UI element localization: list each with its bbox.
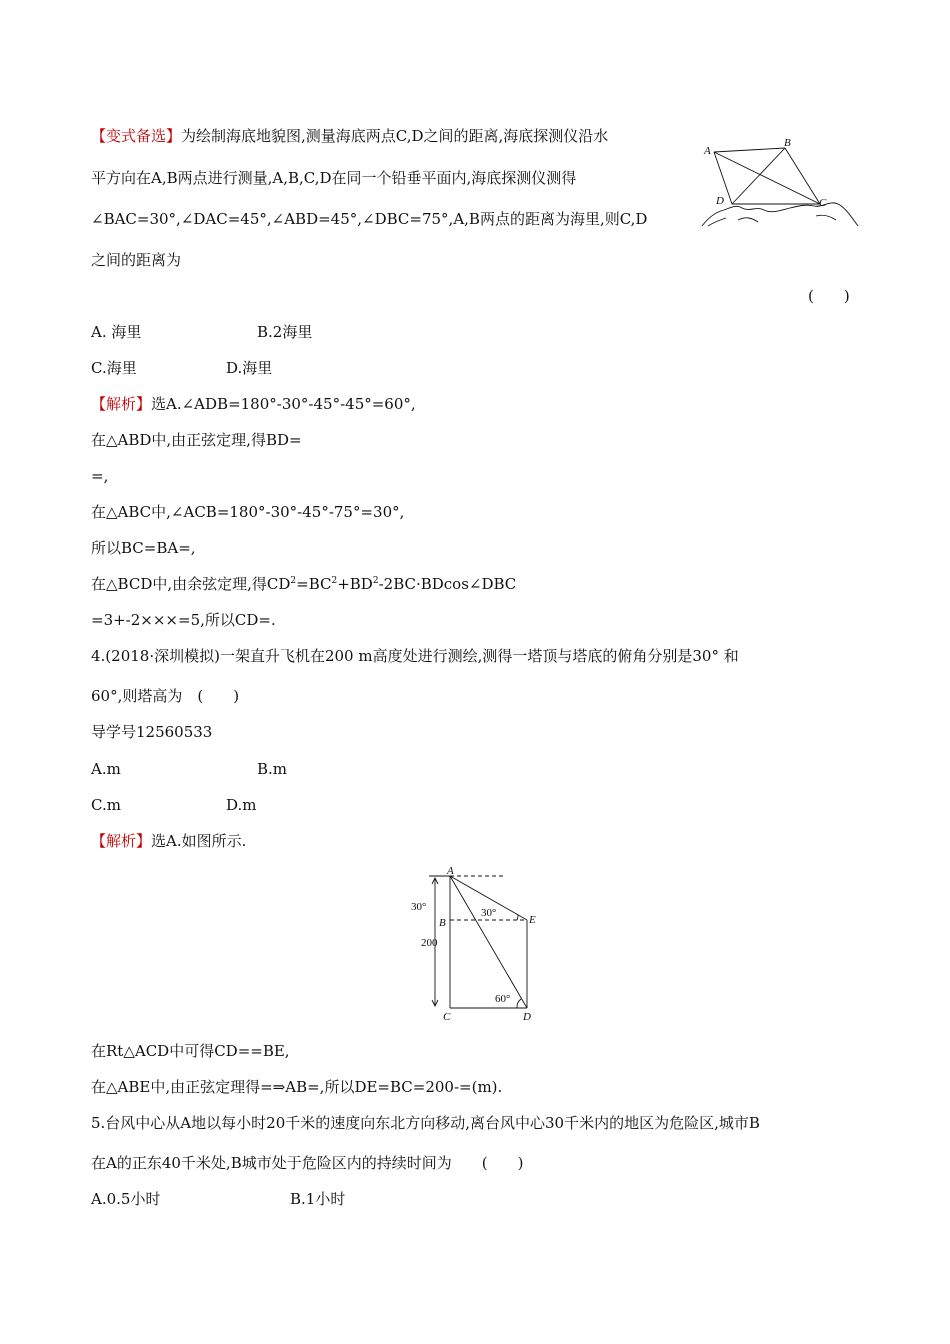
q3-answer-paren: ( ) [808,287,850,305]
q3-stem-line-3: ∠BAC=30°,∠DAC=45°,∠ABD=45°,∠DBC=75°,A,B两点的距离为海里,则C,D [91,210,648,228]
sol4-line-2: 在Rt△ACD中可得CD==BE, [91,1042,290,1060]
q4-guide-number: 导学号12560533 [91,723,213,741]
label-b: B [784,137,791,149]
height-label: 200 [421,937,438,949]
sol4-line-3: 在△ABE中,由正弦定理得=⇒AB=,所以DE=BC=200-=(m). [91,1078,503,1096]
label-b: B [439,917,446,929]
sol3-tag: 【解析】 [91,395,152,413]
sol3-line-6: 在△BCD中,由余弦定理,得$CD^2=BC^2+BD^2-2BC\cdot BDcos\angle DBC$ [91,575,517,593]
sol4-line-1: 【解析】选A.如图所示. [91,832,247,850]
q4-option-a: A.m [91,760,121,778]
q5-stem-line-2: 在A的正东40千米处,B城市处于危险区内的持续时间为 ( ) [91,1154,524,1172]
label-d: D [523,1011,531,1023]
sol3-line-2: 在△ABD中,由正弦定理,得BD= [91,431,302,449]
q3-option-b: B.2海里 [257,323,313,341]
sol3-line-5: 所以BC=BA=, [91,539,196,557]
seabed-figure [698,134,863,234]
q4-option-d: D.m [226,796,257,814]
q5-option-a: A.0.5小时 [91,1190,161,1208]
sol4-tag: 【解析】 [91,832,152,850]
label-a: A [447,865,454,877]
sol3-line-1: 【解析】选A.∠ADB=180°-30°-45°-45°=60°, [91,395,416,413]
q4-option-c: C.m [91,796,121,814]
q3-option-d: D.海里 [226,359,273,377]
q5-stem-line-1: 5.台风中心从A地以每小时20千米的速度向东北方向移动,离台风中心30千米内的地区为危险区,城市B [91,1114,760,1132]
sol3-line-7: =3+-2×××=5,所以CD=. [91,611,276,629]
label-d: D [716,195,724,207]
q4-stem-line-2: 60°,则塔高为 ( ) [91,687,240,705]
tower-figure [405,864,550,1024]
sol3-line-4: 在△ABC中,∠ACB=180°-30°-45°-75°=30°, [91,503,405,521]
angle-60: 60° [495,993,511,1005]
q3-stem-line-1: 【变式备选】为绘制海底地貌图,测量海底两点C,D之间的距离,海底探测仪沿水 [91,127,609,145]
label-c: C [819,197,827,209]
q3-stem-line-4: 之间的距离为 [91,251,182,269]
q3-stem-line-2: 平方向在A,B两点进行测量,A,B,C,D在同一个铅垂平面内,海底探测仪测得 [91,169,577,187]
q4-stem-line-1: 4.(2018·深圳模拟)一架直升飞机在200 m高度处进行测绘,测得一塔顶与塔底的俯角分别是30° 和 [91,647,739,665]
label-e: E [529,914,536,926]
q3-tag: 【变式备选】 [91,127,182,145]
q4-option-b: B.m [257,760,288,778]
q5-option-b: B.1小时 [290,1190,346,1208]
label-c: C [443,1011,451,1023]
label-a: A [704,145,711,157]
sol3-line-3: =, [91,467,109,485]
angle-30-mid: 30° [481,907,497,919]
q3-option-c: C.海里 [91,359,137,377]
q3-option-a: A. 海里 [91,323,142,341]
angle-30-left: 30° [411,901,427,913]
